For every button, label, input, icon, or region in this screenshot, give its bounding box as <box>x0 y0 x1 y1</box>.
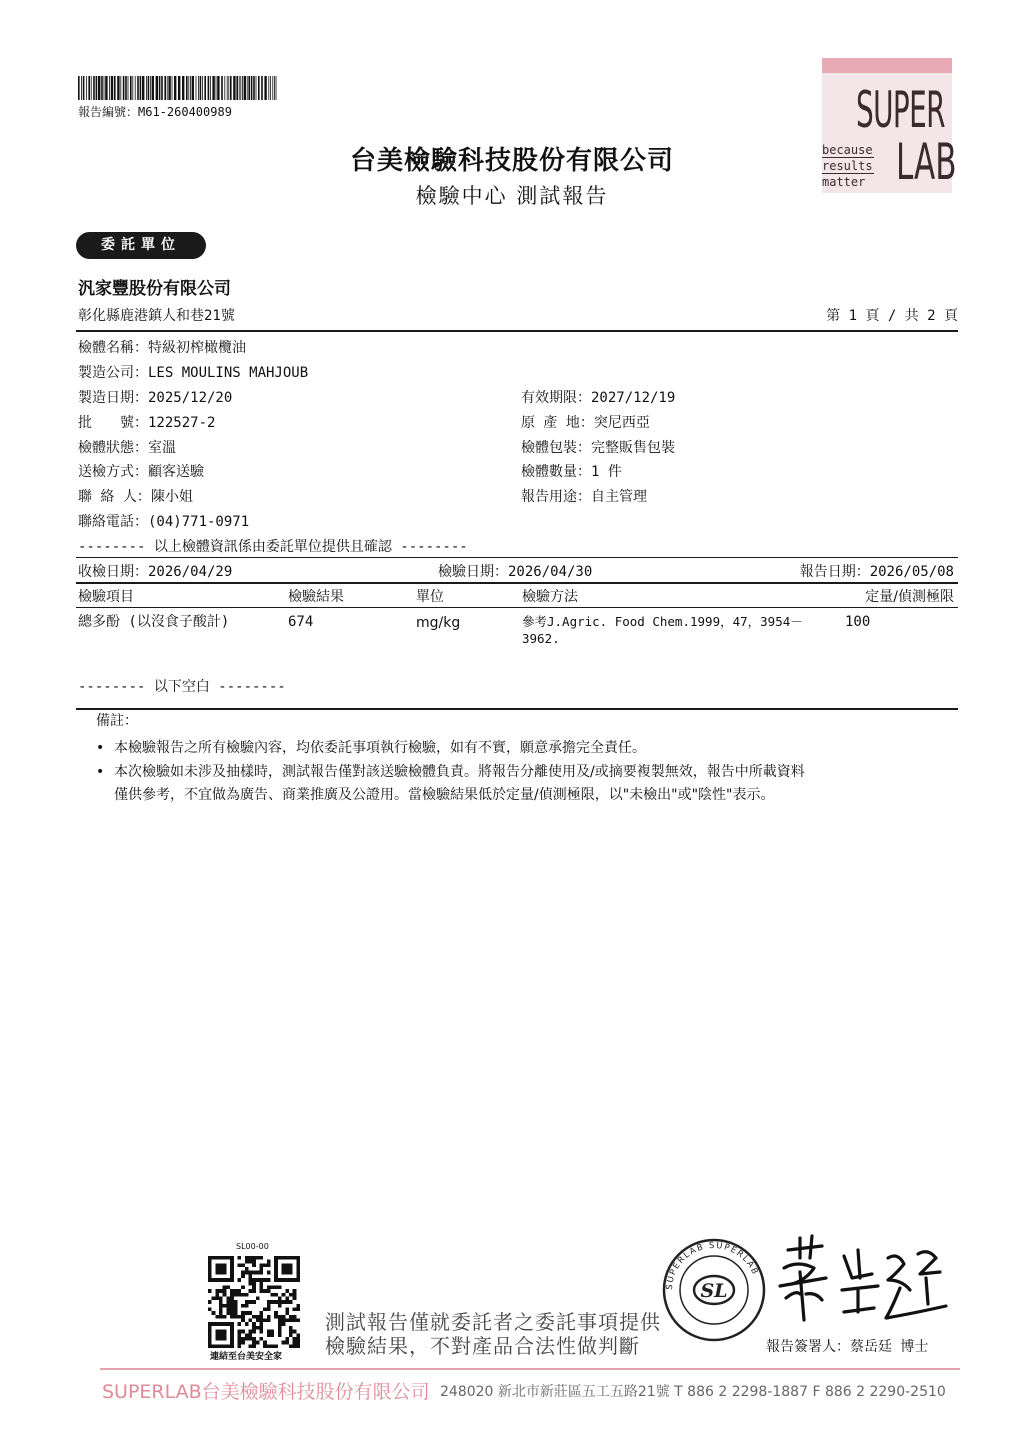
result-unit: mg/kg <box>416 615 461 631</box>
logo-lab-text: LAB <box>896 133 957 191</box>
footer-address: 248020 新北市新莊區五工五路21號 T 886 2 2298-1887 F 886 2 2290-2510 <box>440 1384 946 1400</box>
contact-person: 聯 絡 人：陳小姐 <box>78 489 193 505</box>
batch-number: 批 號：122527-2 <box>78 415 216 431</box>
bullet-icon: • <box>96 764 105 780</box>
sample-packaging: 檢體包裝：完整販售包裝 <box>521 440 675 456</box>
sample-name: 檢體名稱：特級初榨橄欖油 <box>78 340 246 356</box>
logo-results-text: results <box>822 159 873 173</box>
manufacturer: 製造公司：LES MOULINS MAHJOUB <box>78 365 309 381</box>
logo-accent-bar <box>822 58 952 73</box>
result-method: 參考J.Agric. Food Chem.1999，47，3954－ <box>522 614 803 629</box>
report-title: 檢驗中心 測試報告 <box>415 184 609 208</box>
report-date: 報告日期：2026/05/08 <box>799 564 954 580</box>
report-purpose: 報告用途：自主管理 <box>521 489 647 505</box>
table-top-rule <box>76 582 958 584</box>
note-item: • 本次檢驗如未涉及抽樣時，測試報告僅對該送驗檢體負責。將報告分離使用及/或摘要複製無效，報告中所載資料 <box>96 760 805 784</box>
svg-text:SL: SL <box>700 1280 728 1302</box>
notes-title: 備註： <box>96 713 138 729</box>
delivery-method: 送檢方式：顧客送驗 <box>78 464 204 480</box>
logo-super-text: SUPER <box>856 81 945 139</box>
note-continuation: 僅供參考，不宜做為廣告、商業推廣及公證用。當檢驗結果低於定量/偵測極限，以"未檢出"或"陰性"表示。 <box>114 787 775 803</box>
client-address: 彰化縣鹿港鎮人和巷21號 <box>78 308 235 324</box>
client-section-badge: 委託單位 <box>76 232 206 259</box>
blank-below-note: -------- 以下空白 -------- <box>78 679 286 695</box>
col-header-unit: 單位 <box>416 589 444 605</box>
col-header-result: 檢驗結果 <box>288 589 344 605</box>
table-header-rule <box>76 607 958 608</box>
col-header-method: 檢驗方法 <box>522 589 578 605</box>
country-of-origin: 原 產 地：突尼西亞 <box>521 415 650 431</box>
company-title: 台美檢驗科技股份有限公司 <box>349 146 674 176</box>
company-seal-icon <box>660 1236 768 1344</box>
expiry-date: 有效期限：2027/12/19 <box>521 390 676 406</box>
section-divider <box>76 330 958 332</box>
received-date: 收檢日期：2026/04/29 <box>78 564 233 580</box>
qr-code-caption: 連結至台美安全家 <box>210 1352 283 1362</box>
footer-brand: SUPERLAB台美檢驗科技股份有限公司 <box>102 1381 430 1403</box>
logo-because-text: because <box>822 143 873 157</box>
qr-code-label: SL00-00 <box>236 1242 269 1251</box>
report-signer: 報告簽署人：蔡岳廷 博士 <box>766 1339 929 1355</box>
note-item: • 本檢驗報告之所有檢驗內容，均依委託事項執行檢驗，如有不實，願意承擔完全責任。 <box>96 736 646 760</box>
test-date: 檢驗日期：2026/04/30 <box>438 564 593 580</box>
col-header-limit: 定量/偵測極限 <box>865 589 954 605</box>
section-divider <box>76 557 958 558</box>
logo-matter-text: matter <box>822 175 866 189</box>
disclaimer-line: 測試報告僅就委託者之委託事項提供 <box>325 1310 661 1334</box>
sample-state: 檢體狀態：室溫 <box>78 440 176 456</box>
contact-phone: 聯絡電話：(04)771-0971 <box>78 514 250 530</box>
signature <box>770 1228 960 1328</box>
result-item: 總多酚 (以沒食子酸計) <box>78 614 230 630</box>
sample-quantity: 檢體數量：1 件 <box>521 464 622 480</box>
handwritten-signature-icon <box>770 1228 960 1328</box>
svg-text:SUPERLAB SUPERLAB: SUPERLAB SUPERLAB <box>664 1240 761 1291</box>
result-method-continued: 3962. <box>522 631 560 646</box>
col-header-item: 檢驗項目 <box>78 589 134 605</box>
page-count: 第 1 頁 / 共 2 頁 <box>826 308 958 324</box>
bullet-icon: • <box>96 740 105 756</box>
qr-code[interactable] <box>208 1256 300 1348</box>
client-name: 汎家豐股份有限公司 <box>78 279 231 299</box>
footer-divider <box>100 1368 960 1370</box>
manufacture-date: 製造日期：2025/12/20 <box>78 390 233 406</box>
notes-top-rule <box>76 708 958 710</box>
barcode <box>78 76 278 100</box>
disclaimer-line: 檢驗結果，不對產品合法性做判斷 <box>325 1334 640 1358</box>
result-value: 674 <box>288 614 314 630</box>
sample-info-confirmation: -------- 以上檢體資訊係由委託單位提供且確認 -------- <box>78 539 468 555</box>
result-detection-limit: 100 <box>845 614 871 630</box>
report-number: 報告編號：M61-260400989 <box>78 105 232 119</box>
